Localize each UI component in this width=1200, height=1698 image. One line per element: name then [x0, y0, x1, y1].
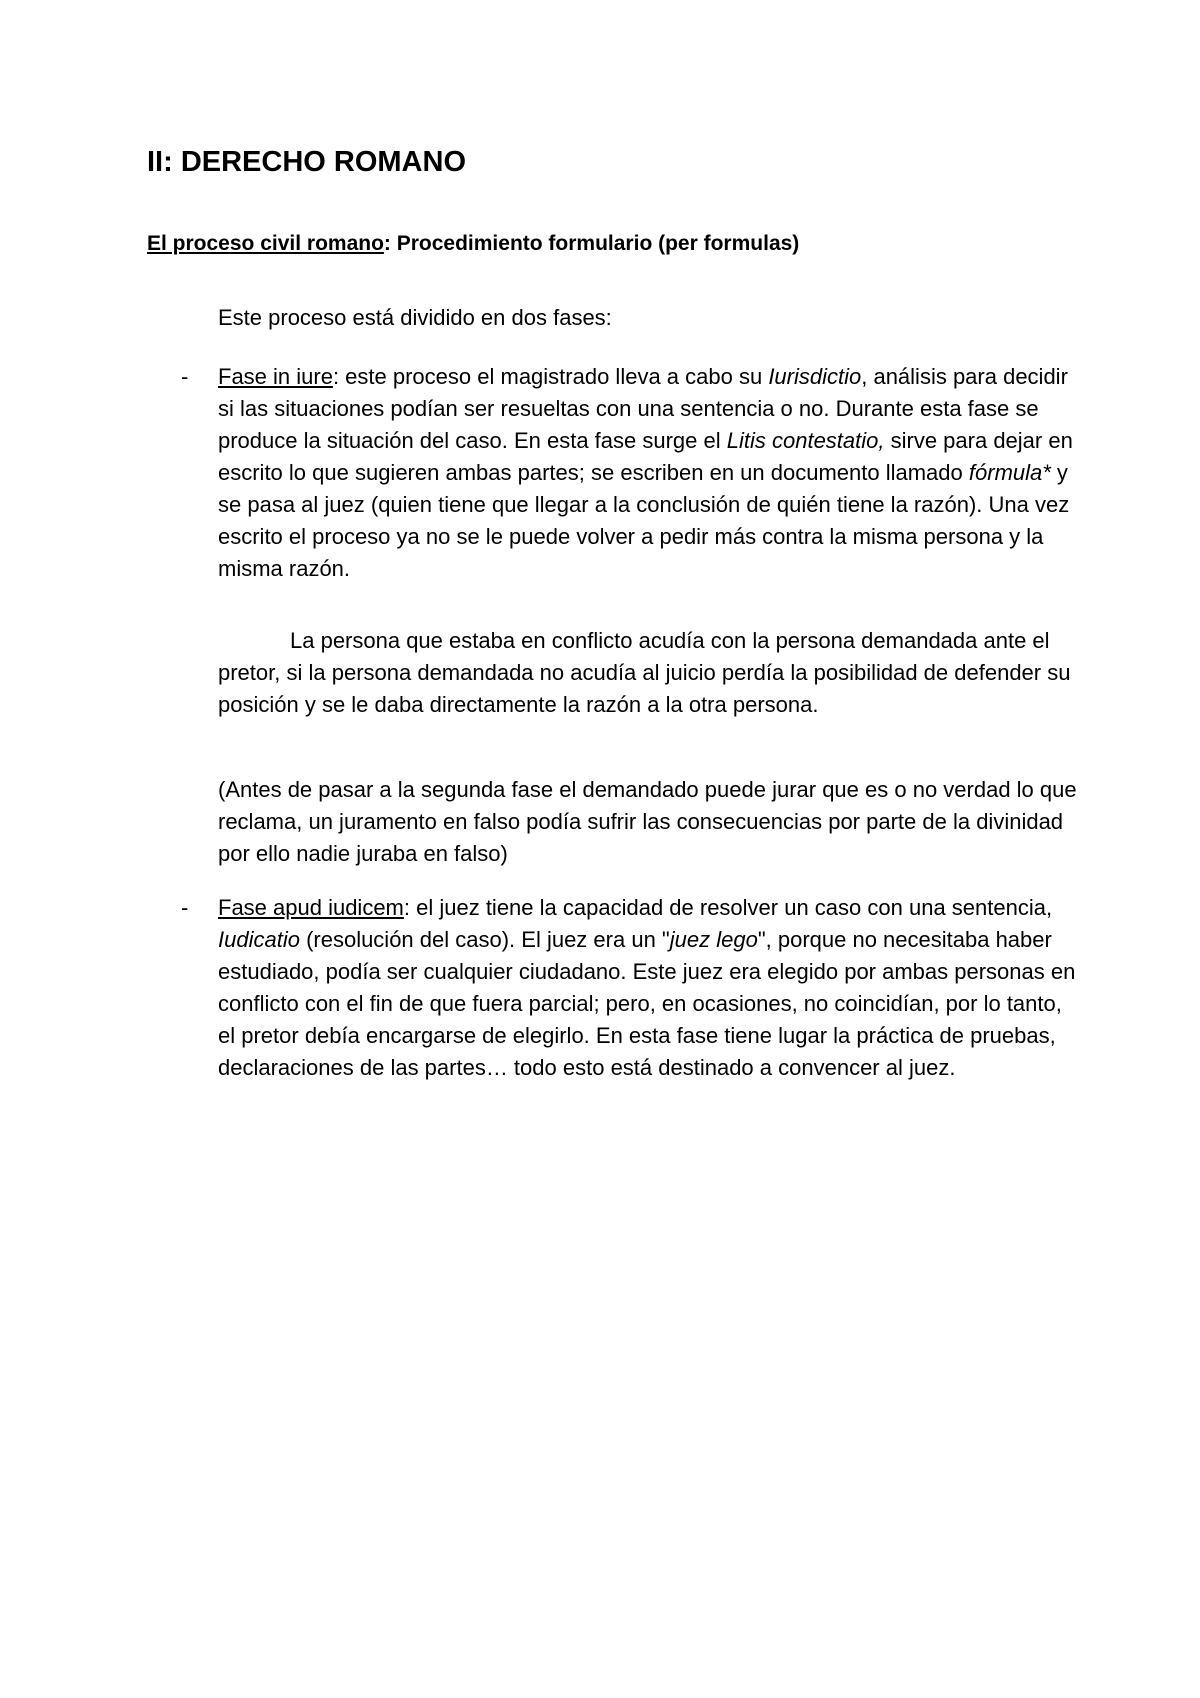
bullet-marker-fase1: - — [181, 364, 189, 389]
fase2-term-iudicatio: Iudicatio — [218, 927, 300, 952]
fase2-term-juez-lego: juez lego — [669, 927, 758, 952]
section-subtitle — [147, 230, 799, 258]
fase1-term-formula: fórmula* — [968, 460, 1051, 485]
fase2-text-3: ", porque no necesitaba haber estudiado, podía ser cualquier ciudadano. Este juez era elegido por ambas personas en conflicto con el fin de que fuera parcial; pero, en ocasiones, no coincidían, por lo tanto, el pretor debía encargarse de elegirlo. En esta fase tiene lugar la práctica de pruebas, declaraciones de las partes… todo esto está destinado a convencer al juez. — [218, 927, 1076, 1080]
fase2-text-2: (resolución del caso). El juez era un " — [299, 927, 670, 952]
bullet-marker-fase2: - — [181, 895, 189, 920]
fase1-text-1: : este proceso el magistrado lleva a cabo su — [332, 364, 769, 389]
intro-paragraph: Este proceso está dividido en dos fases: — [218, 305, 612, 330]
subtitle-underlined: El proceso civil romano — [147, 232, 384, 255]
fase-in-iure-label: Fase in iure — [218, 364, 333, 389]
fase-apud-iudicem-label: Fase apud iudicem — [218, 895, 404, 920]
oath-paragraph: (Antes de pasar a la segunda fase el demandado puede jurar que es o no verdad lo que reclama, un juramento en falso podía sufrir las consecuencias por parte de la divinidad por ello nadie juraba en falso) — [218, 777, 1077, 866]
fase1-text-4: y se pasa al juez (quien tiene que llegar a la conclusión de quién tiene la razón). Una vez escrito el proceso ya no se le puede volver a pedir más contra la misma persona y la misma razón. — [218, 460, 1070, 581]
fase-in-iure-paragraph — [218, 361, 1078, 585]
conflict-text: La persona que estaba en conflicto acudía con la persona demandada ante el pretor, si la persona demandada no acudía al juicio perdía la posibilidad de defender su posición y se le daba directamente la razón a la otra persona. — [218, 628, 1071, 717]
conflict-paragraph — [218, 625, 1078, 721]
fase2-text-1: : el juez tiene la capacidad de resolver un caso con una sentencia, — [403, 895, 1053, 920]
fase1-term-iurisdictio: Iurisdictio — [768, 364, 862, 389]
fase1-text-3: sirve para dejar en escrito lo que sugieren ambas partes; se escriben en un documento llamado — [218, 428, 1073, 485]
subtitle-rest: : Procedimiento formulario (per formulas) — [383, 232, 800, 255]
fase1-text-2: , análisis para decidir si las situaciones podían ser resueltas con una sentencia o no. Durante esta fase se produce la situación del caso. En esta fase surge el — [218, 364, 1068, 453]
fase1-term-litis: Litis contestatio, — [726, 428, 885, 453]
document-title: II: DERECHO ROMANO — [147, 146, 466, 178]
fase-apud-iudicem-paragraph — [218, 892, 1078, 1084]
